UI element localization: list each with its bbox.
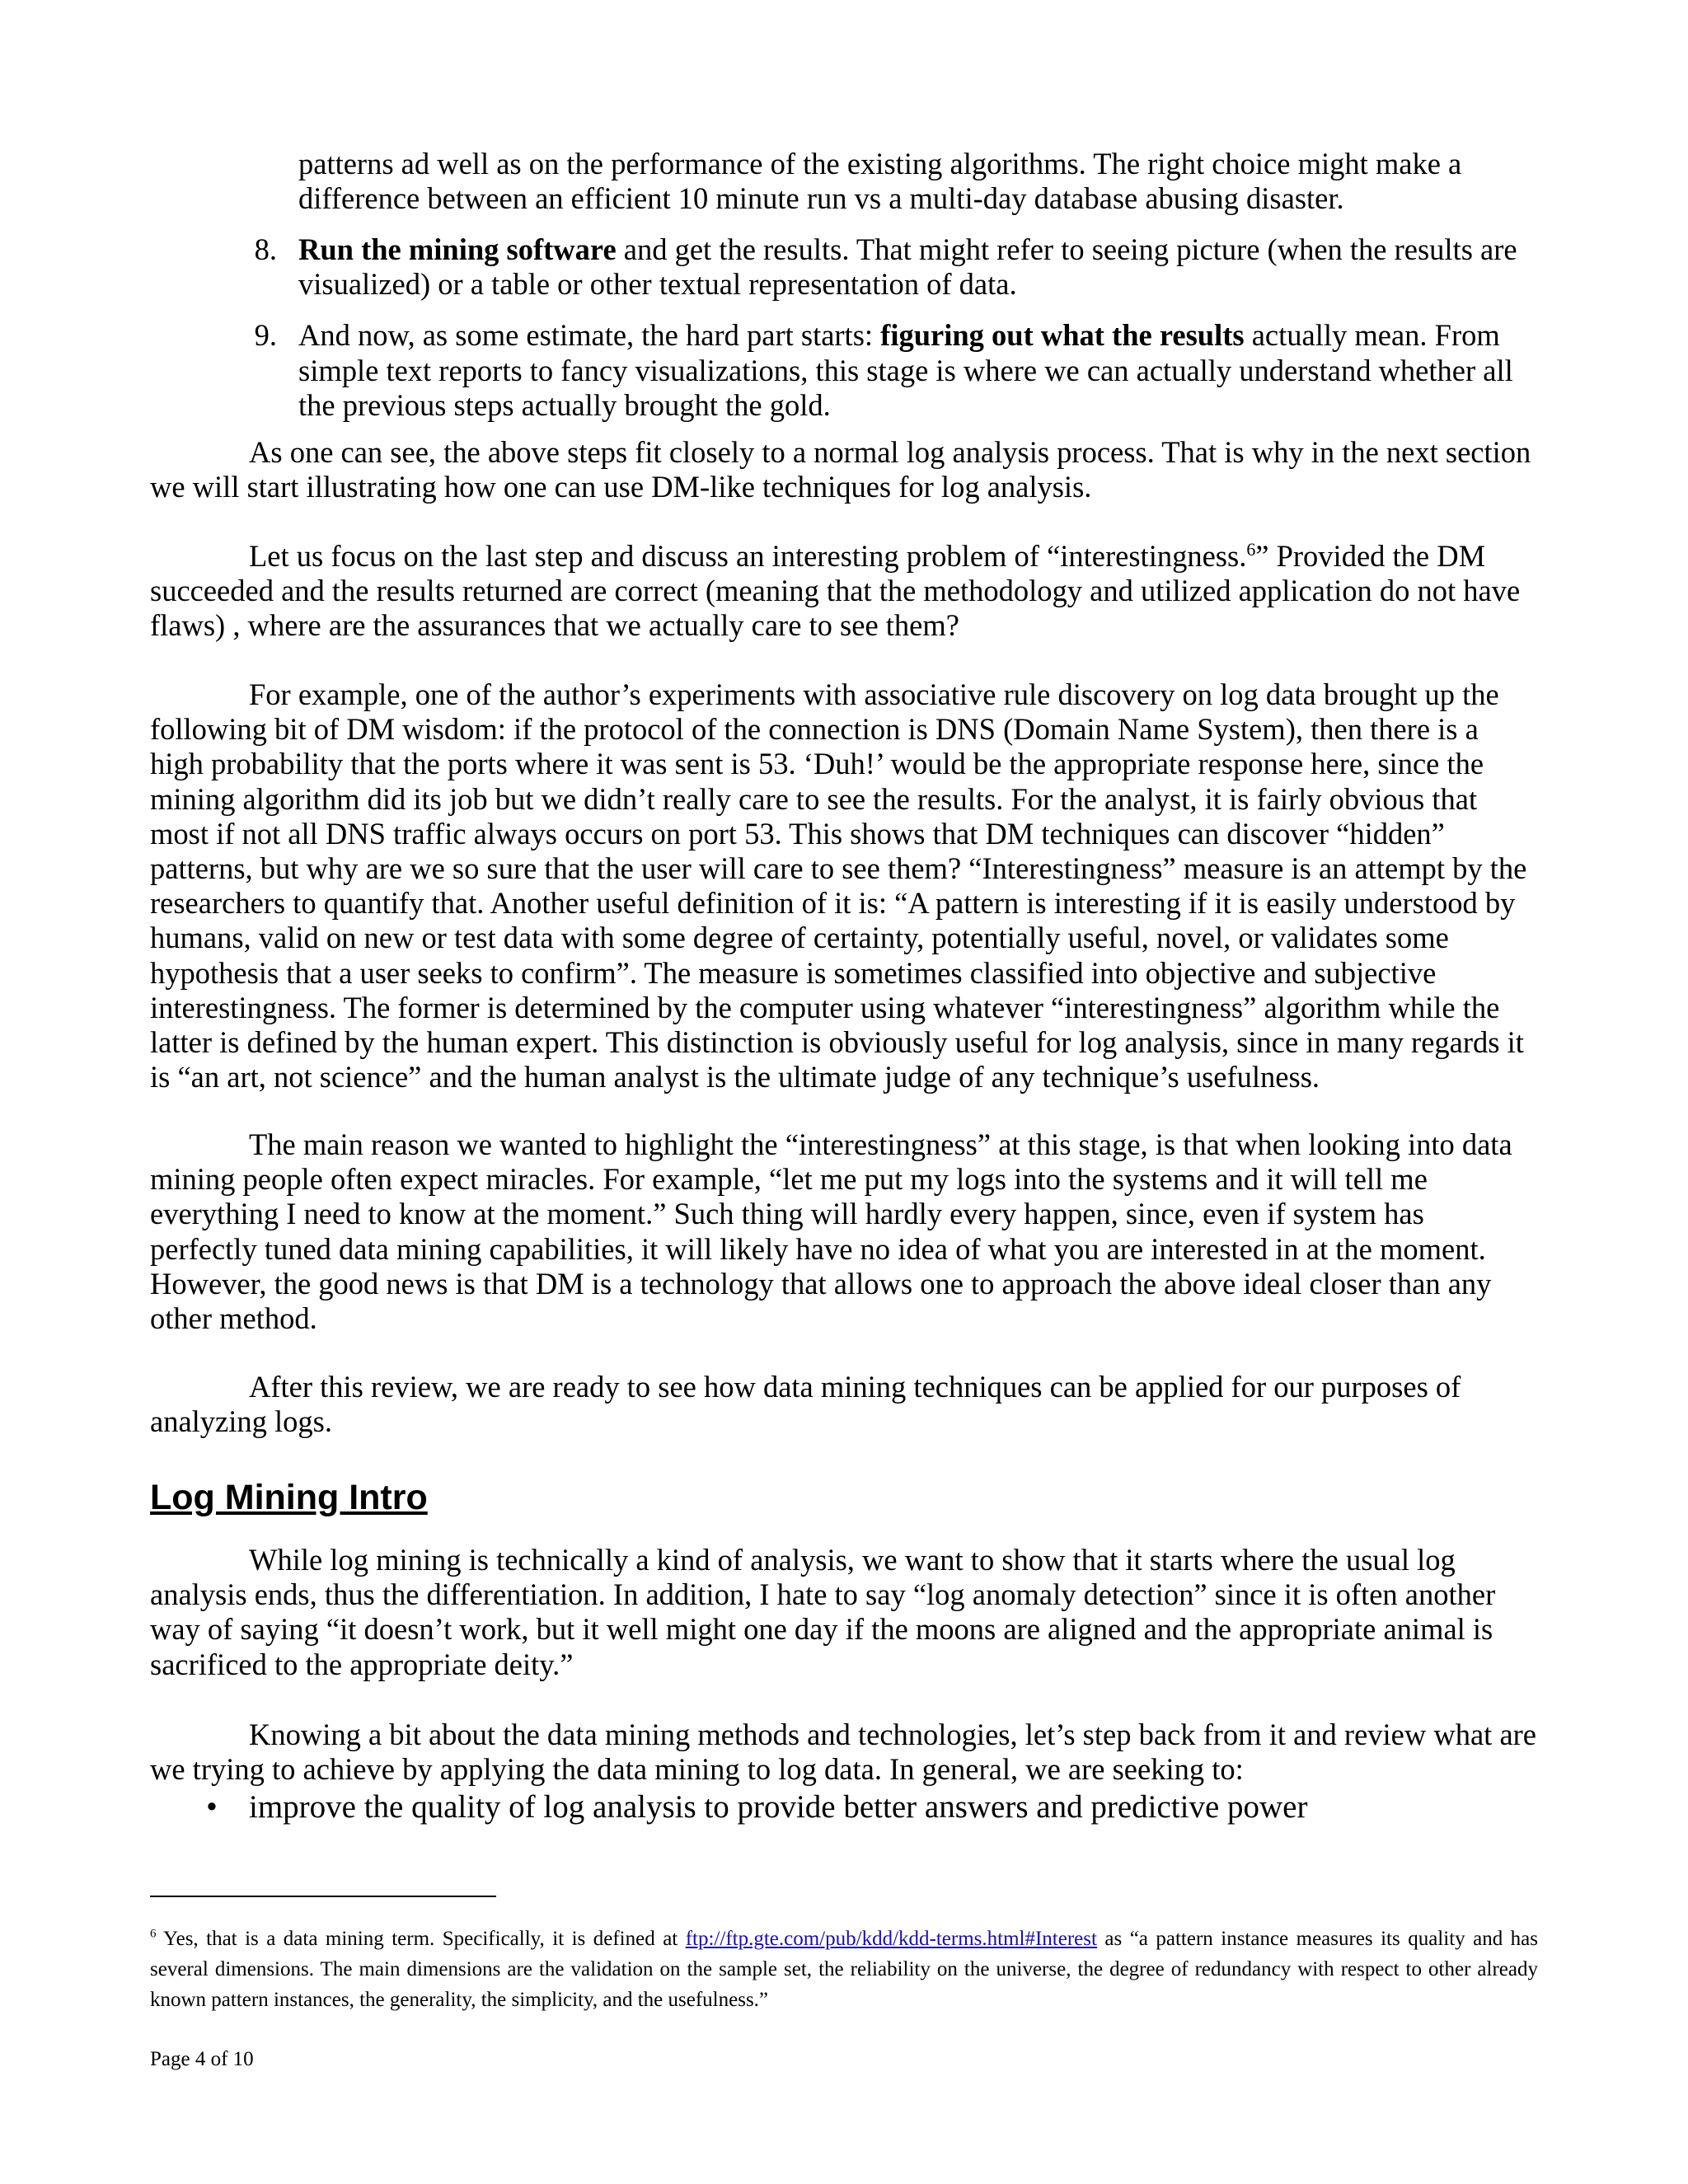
paragraph-knowing: Knowing a bit about the data mining methods and technologies, let’s step back from it and review what are we trying to achieve by applying the data mining to log data. In general, we are seeking to: — [150, 1718, 1536, 1787]
paragraph-example: For example, one of the author’s experiments with associative rule discovery on log data brought up the following bit of DM wisdom: if the protocol of the connection is DNS (Domain Name System), then there is a high probability that the ports where it was sent is 53. ‘Duh!’ would be the appropriate response here, since the mining algorithm did its job but we didn’t really care to see the results. For the analyst, it is fairly obvious that most if not all DNS traffic always occurs on port 53. This shows that DM techniques can discover “hidden” patterns, but why are we so sure that the user will care to see them? “Interestingness” measure is an attempt by the researchers to quantify that. Another useful definition of it is: “A pattern is interesting if it is easily understood by humans, valid on new or test data with some degree of certainty, potentially useful, novel, or validates some hypothesis that a user seeks to confirm”. The measure is sometimes classified into objective and subjective interestingness. The former is determined by the computer using whatever “interestingness” algorithm while the latter is defined by the human expert. This distinction is obviously useful for log analysis, since in many regards it is “an art, not science” and the human analyst is the ultimate judge of any technique’s usefulness. — [150, 677, 1527, 1094]
paragraph-interestingness — [150, 539, 1538, 644]
list-number: 9. — [254, 318, 277, 353]
continuation-line-1: patterns ad well as on the performance of the existing algorithms. The right choice might make a — [298, 147, 1462, 180]
bullet-item — [150, 1788, 1538, 1826]
list-item-bold: figuring out what the results — [880, 318, 1245, 353]
paragraph-log-mining: While log mining is technically a kind of analysis, we want to show that it starts where the usual log analysis ends, thus the differentiation. In addition, I hate to say “log anomaly detection” since it is often another way of saying “it doesn’t work, but it well might one day if the moons are aligned and the appropriate animal is sacrificed to the appropriate deity.” — [150, 1543, 1496, 1681]
numbered-list — [150, 232, 1538, 423]
bullet-text: improve the quality of log analysis to provide better answers and predictive power — [249, 1789, 1308, 1825]
paragraph-text: Let us focus on the last step and discuss an interesting problem of “interestingness. — [249, 539, 1247, 573]
section-heading: Log Mining Intro — [150, 1478, 428, 1517]
list-item-pre: And now, as some estimate, the hard part starts: — [298, 318, 881, 353]
paragraph-steps-fit: As one can see, the above steps fit closely to a normal log analysis process. That is why in the next section we will start illustrating how one can use DM-like techniques for log analysis. — [150, 435, 1531, 504]
footnote-reference[interactable]: 6 — [1246, 538, 1256, 560]
continuation-line-2: difference between an efficient 10 minute run vs a multi-day database abusing disaster. — [298, 181, 1344, 216]
list-item-text — [298, 318, 1538, 423]
list-continuation — [150, 147, 1686, 216]
footnote-text: as “a pattern instance measures its quality and has several dimensions. The main dimensions are the validation on the sample set, the reliability on the universe, the degree of redundancy with respect to other already known pattern instances, the generality, the simplicity, and the usefulness.” — [150, 1928, 1538, 2011]
list-item-rest: and get the results. That might refer to seeing picture (when the results are visualized) or a table or other textual representation of data. — [298, 232, 1517, 302]
footnote-mark: 6 — [150, 1927, 157, 1941]
list-number: 8. — [254, 232, 277, 266]
footnote-separator — [150, 1896, 496, 1897]
list-item-text — [298, 232, 1538, 302]
paragraph-text: ” Provided the DM succeeded and the results returned are correct (meaning that the methodology and utilized application do not have flaws) , where are the assurances that we actually care to see them? — [150, 539, 1521, 643]
page-number: Page 4 of 10 — [150, 2048, 254, 2070]
list-item-rest: actually mean. From simple text reports to fancy visualizations, this stage is where we can actually understand whether all the previous steps actually brought the gold. — [298, 318, 1513, 422]
paragraph-review: After this review, we are ready to see how data mining techniques can be applied for our purposes of analyzing logs. — [150, 1370, 1461, 1439]
bullet-icon: • — [206, 1789, 218, 1825]
footnote — [150, 1924, 1538, 2015]
paragraph-main-reason: The main reason we wanted to highlight the “interestingness” at this stage, is that when looking into data mining people often expect miracles. For example, “let me put my logs into the systems and it will tell me everything I need to know at the moment.” Such thing will hardly every happen, since, even if system has perfectly tuned data mining capabilities, it will likely have no idea of what you are interested in at the moment. However, the good news is that DM is a technology that allows one to approach the above ideal closer than any other method. — [150, 1127, 1512, 1336]
footnote-link[interactable]: ftp://ftp.gte.com/pub/kdd/kdd-terms.html#Interest — [685, 1928, 1097, 1950]
list-item-9 — [150, 318, 1538, 423]
list-item-bold: Run the mining software — [298, 232, 617, 266]
footnote-text: Yes, that is a data mining term. Specifically, it is defined at — [156, 1928, 686, 1950]
list-item-8 — [150, 232, 1538, 302]
